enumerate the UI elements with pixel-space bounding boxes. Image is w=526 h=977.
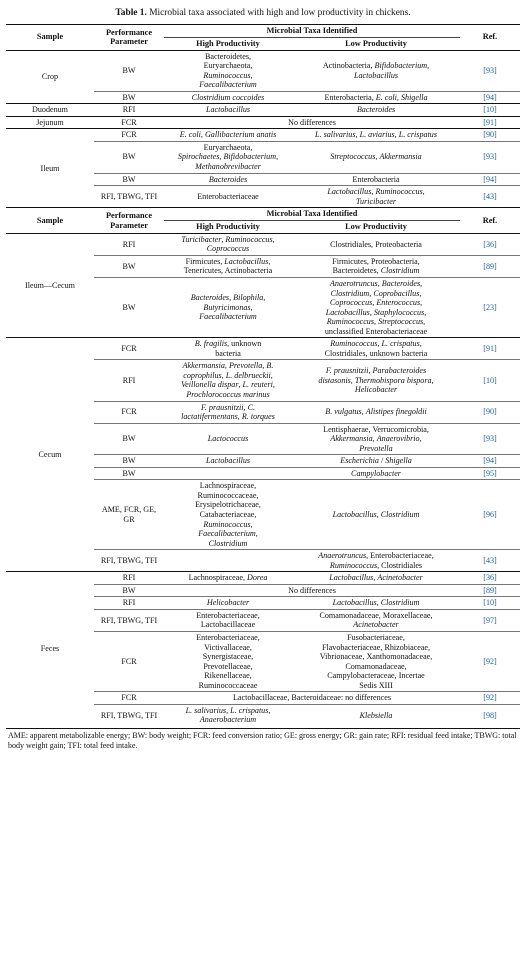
table-footnote: AME: apparent metabolizable energy; BW: body weight; FCR: feed conversion ratio; GE: gross energy; GR: gain rate; RFI: residual feed intake; TBWG: total body weight gain; TFI: total feed intake. [6, 728, 520, 751]
high-productivity-cell [164, 704, 292, 726]
taxa-span-cell: Lactobacillaceae, Bacteroidaceae: no differences [164, 692, 460, 705]
parameter-cell: RFI [94, 360, 164, 401]
low-productivity-cell [292, 550, 460, 572]
parameter-cell: AME, FCR, GE, GR [94, 480, 164, 550]
taxa-line: Campylobacter [351, 468, 401, 478]
col-header-sample: Sample [6, 25, 94, 51]
taxa-line: Helicobacter [354, 385, 398, 395]
parameter-cell: BW [94, 277, 164, 337]
reference-link[interactable]: [91] [460, 338, 520, 360]
taxa-line: Prochlorococcus marinus [186, 389, 270, 399]
high-productivity-cell [164, 277, 292, 337]
parameter-cell: RFI, TBWG, TFI [94, 704, 164, 726]
parameter-cell: BW [94, 173, 164, 186]
parameter-cell: FCR [94, 692, 164, 705]
reference-link[interactable]: [91] [460, 116, 520, 129]
taxa-line: Anaerotruncus, Enterobacteriaceae, [318, 551, 434, 561]
reference-link[interactable]: [89] [460, 584, 520, 597]
table-block-2 [6, 208, 520, 726]
taxa-line: Escherichia / Shigella [340, 456, 412, 466]
taxa-line: Lactobacillus, Acinetobacter [329, 573, 423, 583]
low-productivity-cell [292, 609, 460, 631]
taxa-line: Klebsiella [359, 710, 393, 720]
taxa-line: Victivallaceae, [204, 642, 252, 652]
taxa-line: Bacteroidetes, [204, 51, 252, 61]
parameter-cell: BW [94, 455, 164, 468]
low-productivity-cell [292, 277, 460, 337]
high-productivity-cell [164, 173, 292, 186]
taxa-line: Clostridiales, Proteobacteria [330, 239, 422, 249]
taxa-line: Erysipelotrichaceae, [195, 500, 261, 510]
high-productivity-cell [164, 233, 292, 255]
sample-cell: Crop [41, 72, 59, 82]
parameter-cell: RFI, TBWG, TFI [94, 186, 164, 208]
taxa-line: Rikenellaceae, [204, 671, 252, 681]
parameter-cell: RFI [122, 239, 136, 249]
low-productivity-cell [292, 467, 460, 480]
taxa-line: F. prausnitzii, Parabacteroides [325, 366, 427, 376]
taxa-line: Lactobacillaceae [200, 620, 256, 630]
taxa-line: Bacteroides, Bilophila, [190, 293, 266, 303]
low-productivity-cell [292, 423, 460, 455]
taxa-line: lactatifermentans, R. torques [181, 412, 275, 422]
taxa-line: Lactobacillus, Clostridium [332, 510, 420, 519]
taxa-line: Acinetobacter [353, 620, 399, 630]
taxa-line: Clostridium [208, 538, 248, 548]
taxa-span-cell: No differences [164, 584, 460, 597]
taxa-line: Firmicutes, Proteobacteria, [332, 256, 420, 266]
sample-cell: Duodenum [6, 104, 94, 117]
taxa-line: Prevotella [359, 443, 393, 453]
reference-link[interactable]: [23] [460, 277, 520, 337]
taxa-line: Synergistaceae, [202, 652, 254, 662]
taxa-line: Ruminococcus, Clostridiales [329, 560, 423, 570]
col-header-parameter: Performance Parameter [94, 25, 164, 51]
reference-link[interactable]: [94] [460, 173, 520, 186]
taxa-line: Enterobacteria [352, 174, 400, 184]
table-row [6, 338, 520, 360]
reference-link[interactable]: [89] [460, 255, 520, 277]
low-productivity-cell [292, 91, 460, 104]
reference-link[interactable]: [94] [460, 91, 520, 104]
parameter-cell: FCR [94, 401, 164, 423]
low-productivity-cell [292, 480, 460, 550]
taxa-line: Lactobacillus, Staphylococcus, [325, 307, 427, 317]
taxa-line: Enterobacteriaceae [197, 191, 259, 201]
col-header-high: High Productivity [164, 221, 292, 234]
high-productivity-cell [164, 104, 292, 117]
low-productivity-cell [292, 338, 460, 360]
caption-text: Microbial taxa associated with high and low productivity in chickens. [149, 8, 411, 18]
parameter-cell: RFI [94, 104, 164, 117]
table-block-1 [6, 25, 520, 208]
col-header-high: High Productivity [164, 37, 292, 50]
high-productivity-cell [164, 129, 292, 142]
taxa-line: Vibrionaceae, Xanthomonadaceae, [319, 652, 433, 662]
low-productivity-cell [292, 141, 460, 173]
taxa-line: Lentisphaerae, Verrucomicrobia, [323, 424, 429, 434]
taxa-line: Lactobacillus, Clostridium [332, 598, 420, 608]
taxa-line: Ruminococcus, [203, 70, 253, 80]
taxa-line: Euryarchaeota, [203, 61, 253, 71]
taxa-line: Fusobacteriaceae, [347, 633, 405, 643]
col-header-low: Low Productivity [292, 37, 460, 50]
taxa-line: bacteria [215, 348, 241, 358]
parameter-cell: FCR [94, 116, 164, 129]
taxa-line: Campylobacteraceae, Incertae [327, 671, 425, 681]
taxa-line: Lachnospiraceae, Dorea [188, 573, 268, 583]
taxa-line: Ruminococcus, L. crispatus, [330, 339, 422, 349]
high-productivity-cell [164, 91, 292, 104]
taxa-line: Ruminococcus, Streptococcus, [326, 317, 426, 327]
taxa-line: Anaerotruncus, Bacteroides, [329, 278, 423, 288]
taxa-table [6, 24, 520, 726]
col-header-ref: Ref. [460, 25, 520, 51]
reference-link[interactable]: [98] [460, 704, 520, 726]
parameter-cell: BW [94, 255, 164, 277]
table-row [6, 572, 520, 585]
taxa-line: Lactobacillus [205, 105, 251, 115]
sample-cell: Jejunum [6, 116, 94, 129]
taxa-line: Lactobacillus, Ruminococcus, [327, 187, 425, 197]
taxa-line: Ruminococcus, [203, 519, 253, 529]
low-productivity-cell [292, 129, 460, 142]
sample-cell: Cecum [6, 338, 94, 572]
high-productivity-cell [164, 141, 292, 173]
taxa-line: Comamonadaceae, Moraxellaceae, [319, 610, 433, 620]
taxa-line: B. fragilis, unknown [194, 339, 262, 349]
taxa-line: Clostridium, Coprobacillus, [330, 288, 422, 298]
reference-link[interactable]: [93] [460, 141, 520, 173]
low-productivity-cell [292, 50, 460, 91]
taxa-line: Enterobacteriaceae, [196, 633, 260, 643]
parameter-cell: RFI, TBWG, TFI [94, 609, 164, 631]
high-productivity-cell [164, 480, 292, 550]
taxa-line: Anaerobacterium [199, 715, 257, 725]
taxa-line: L. salivarius, L. aviarius, L. crispatus [315, 130, 437, 140]
parameter-cell: RFI [94, 572, 164, 585]
parameter-cell: BW [122, 65, 136, 75]
taxa-line: Ruminococcaceae, [197, 490, 259, 500]
low-productivity-cell [292, 572, 460, 585]
low-productivity-cell [292, 401, 460, 423]
taxa-line: Lactobacillus [205, 456, 251, 466]
taxa-line: Flavobacteriaceae, Rhizobiaceae, [321, 642, 431, 652]
taxa-line: Veillonella dispar, L. reuteri, [181, 380, 275, 390]
parameter-cell: BW [94, 423, 164, 455]
table-row [6, 104, 520, 117]
taxa-line: Butyricimonas, [203, 302, 253, 312]
taxa-line: E. coli, Gallibacterium anatis [179, 130, 277, 140]
sample-cell: Ileum [6, 129, 94, 208]
high-productivity-cell [164, 550, 292, 572]
high-productivity-cell [164, 632, 292, 692]
taxa-line: Faecalibacterium, [198, 529, 258, 539]
taxa-line: Bacteroides [356, 105, 396, 115]
high-productivity-cell [164, 467, 292, 480]
low-productivity-cell [292, 360, 460, 401]
taxa-line: distasonis, Thermobispora bispora, [318, 375, 434, 385]
taxa-line: Enterobacteria, E. coli, Shigella [324, 92, 428, 102]
taxa-line: Lactobacillus [353, 70, 399, 80]
parameter-cell: BW [94, 584, 164, 597]
reference-link[interactable]: [10] [460, 360, 520, 401]
reference-link[interactable]: [96] [460, 480, 520, 550]
taxa-line: F. prausnitzii, C. [200, 402, 256, 412]
low-productivity-cell [292, 173, 460, 186]
high-productivity-cell [164, 423, 292, 455]
sample-cell: Ileum—Cecum [25, 280, 75, 290]
table-row [6, 50, 520, 91]
parameter-cell: FCR [94, 632, 164, 692]
high-productivity-cell [164, 186, 292, 208]
taxa-line: Bacteroidetes, Clostridium [332, 266, 420, 276]
taxa-line: Actinobacteria, Bifidobacterium, [322, 61, 430, 71]
parameter-cell: BW [94, 91, 164, 104]
low-productivity-cell [292, 704, 460, 726]
parameter-cell: FCR [94, 338, 164, 360]
high-productivity-cell [164, 255, 292, 277]
taxa-line: Prevotellaceae, [203, 661, 253, 671]
taxa-line: B. vulgatus, Alistipes finegoldii [325, 407, 427, 417]
table-row [6, 233, 520, 255]
low-productivity-cell [292, 233, 460, 255]
col-header-taxa: Microbial Taxa Identified [164, 25, 460, 38]
table-row [6, 116, 520, 129]
col-header-sample: Sample [6, 208, 94, 234]
taxa-line: Faecalibacterium [199, 80, 257, 90]
reference-link[interactable]: [43] [460, 186, 520, 208]
taxa-line: Enterobacteriaceae, [196, 610, 260, 620]
high-productivity-cell [164, 401, 292, 423]
low-productivity-cell [292, 455, 460, 468]
taxa-line: Lactococcus [207, 434, 249, 444]
taxa-line: Tenericutes, Actinobacteria [183, 266, 273, 276]
taxa-line: Comamonadaceae, [345, 661, 407, 671]
high-productivity-cell [164, 360, 292, 401]
high-productivity-cell [164, 50, 292, 91]
reference-link[interactable]: [36] [460, 572, 520, 585]
reference-link[interactable]: [90] [460, 129, 520, 142]
parameter-cell: RFI [94, 597, 164, 610]
taxa-line: Bacteroides [208, 174, 248, 184]
taxa-line: Catabacteriaceae, [199, 510, 257, 519]
low-productivity-cell [292, 104, 460, 117]
sample-cell: Feces [6, 572, 94, 726]
table-row [6, 129, 520, 142]
taxa-line: Coprococcus, Enterococcus, [329, 298, 423, 308]
taxa-line: unclassified Enterobacteriaceae [324, 326, 428, 336]
high-productivity-cell [164, 609, 292, 631]
reference-link[interactable]: [10] [460, 597, 520, 610]
reference-link[interactable]: [93] [483, 65, 497, 75]
taxa-line: Turicibacter, Ruminococcus, [181, 234, 275, 244]
taxa-line: Clostridium coccoides [191, 92, 265, 102]
taxa-line: Akkermansia, Anaerovibrio, [330, 434, 422, 444]
taxa-line: Clostridiales, unknown bacteria [324, 348, 428, 358]
reference-link[interactable]: [93] [460, 423, 520, 455]
high-productivity-cell [164, 338, 292, 360]
taxa-line: coprophilus, L. delbrueckii, [183, 370, 273, 380]
low-productivity-cell [292, 255, 460, 277]
reference-link[interactable]: [97] [460, 609, 520, 631]
reference-link[interactable]: [92] [460, 692, 520, 705]
taxa-line: Streptococcus, Akkermansia [330, 152, 422, 162]
taxa-line: Faecalibacterium [199, 312, 257, 322]
parameter-cell: BW [94, 141, 164, 173]
reference-link[interactable]: [10] [460, 104, 520, 117]
taxa-line: Lachnospiraceae, [199, 481, 257, 491]
taxa-line: L. salivarius, L. crispatus, [185, 705, 271, 715]
high-productivity-cell [164, 455, 292, 468]
parameter-cell: RFI, TBWG, TFI [94, 550, 164, 572]
taxa-line: Coprococcus [206, 244, 250, 254]
reference-link[interactable]: [92] [460, 632, 520, 692]
low-productivity-cell [292, 597, 460, 610]
high-productivity-cell [164, 572, 292, 585]
table-caption [6, 8, 520, 18]
high-productivity-cell [164, 597, 292, 610]
taxa-line: Akkermansia, Prevotella, B. [182, 361, 274, 371]
reference-link[interactable]: [94] [460, 455, 520, 468]
col-header-ref: Ref. [460, 208, 520, 234]
taxa-line: Euryarchaeota, [203, 142, 253, 152]
taxa-line: Turicibacter [355, 196, 397, 206]
reference-link[interactable]: [95] [460, 467, 520, 480]
parameter-cell: BW [94, 467, 164, 480]
reference-link[interactable]: [36] [483, 239, 497, 249]
col-header-parameter: Performance Parameter [94, 208, 164, 234]
low-productivity-cell [292, 632, 460, 692]
parameter-cell: FCR [94, 129, 164, 142]
col-header-low: Low Productivity [292, 221, 460, 234]
reference-link[interactable]: [43] [460, 550, 520, 572]
taxa-line: Sedis XIII [359, 680, 393, 690]
taxa-line: Methanobrevibacter [195, 162, 261, 172]
reference-link[interactable]: [90] [460, 401, 520, 423]
taxa-line: Spirochaetes, Bifidobacterium, [177, 152, 279, 162]
taxa-line: Helicobacter [206, 598, 250, 608]
caption-label: Table 1. [115, 8, 147, 18]
low-productivity-cell [292, 186, 460, 208]
taxa-span-cell: No differences [164, 116, 460, 129]
taxa-line: Ruminococcaceae [198, 680, 258, 690]
col-header-taxa: Microbial Taxa Identified [164, 208, 460, 221]
taxa-line: Firmicutes, Lactobacillus, [185, 256, 271, 266]
